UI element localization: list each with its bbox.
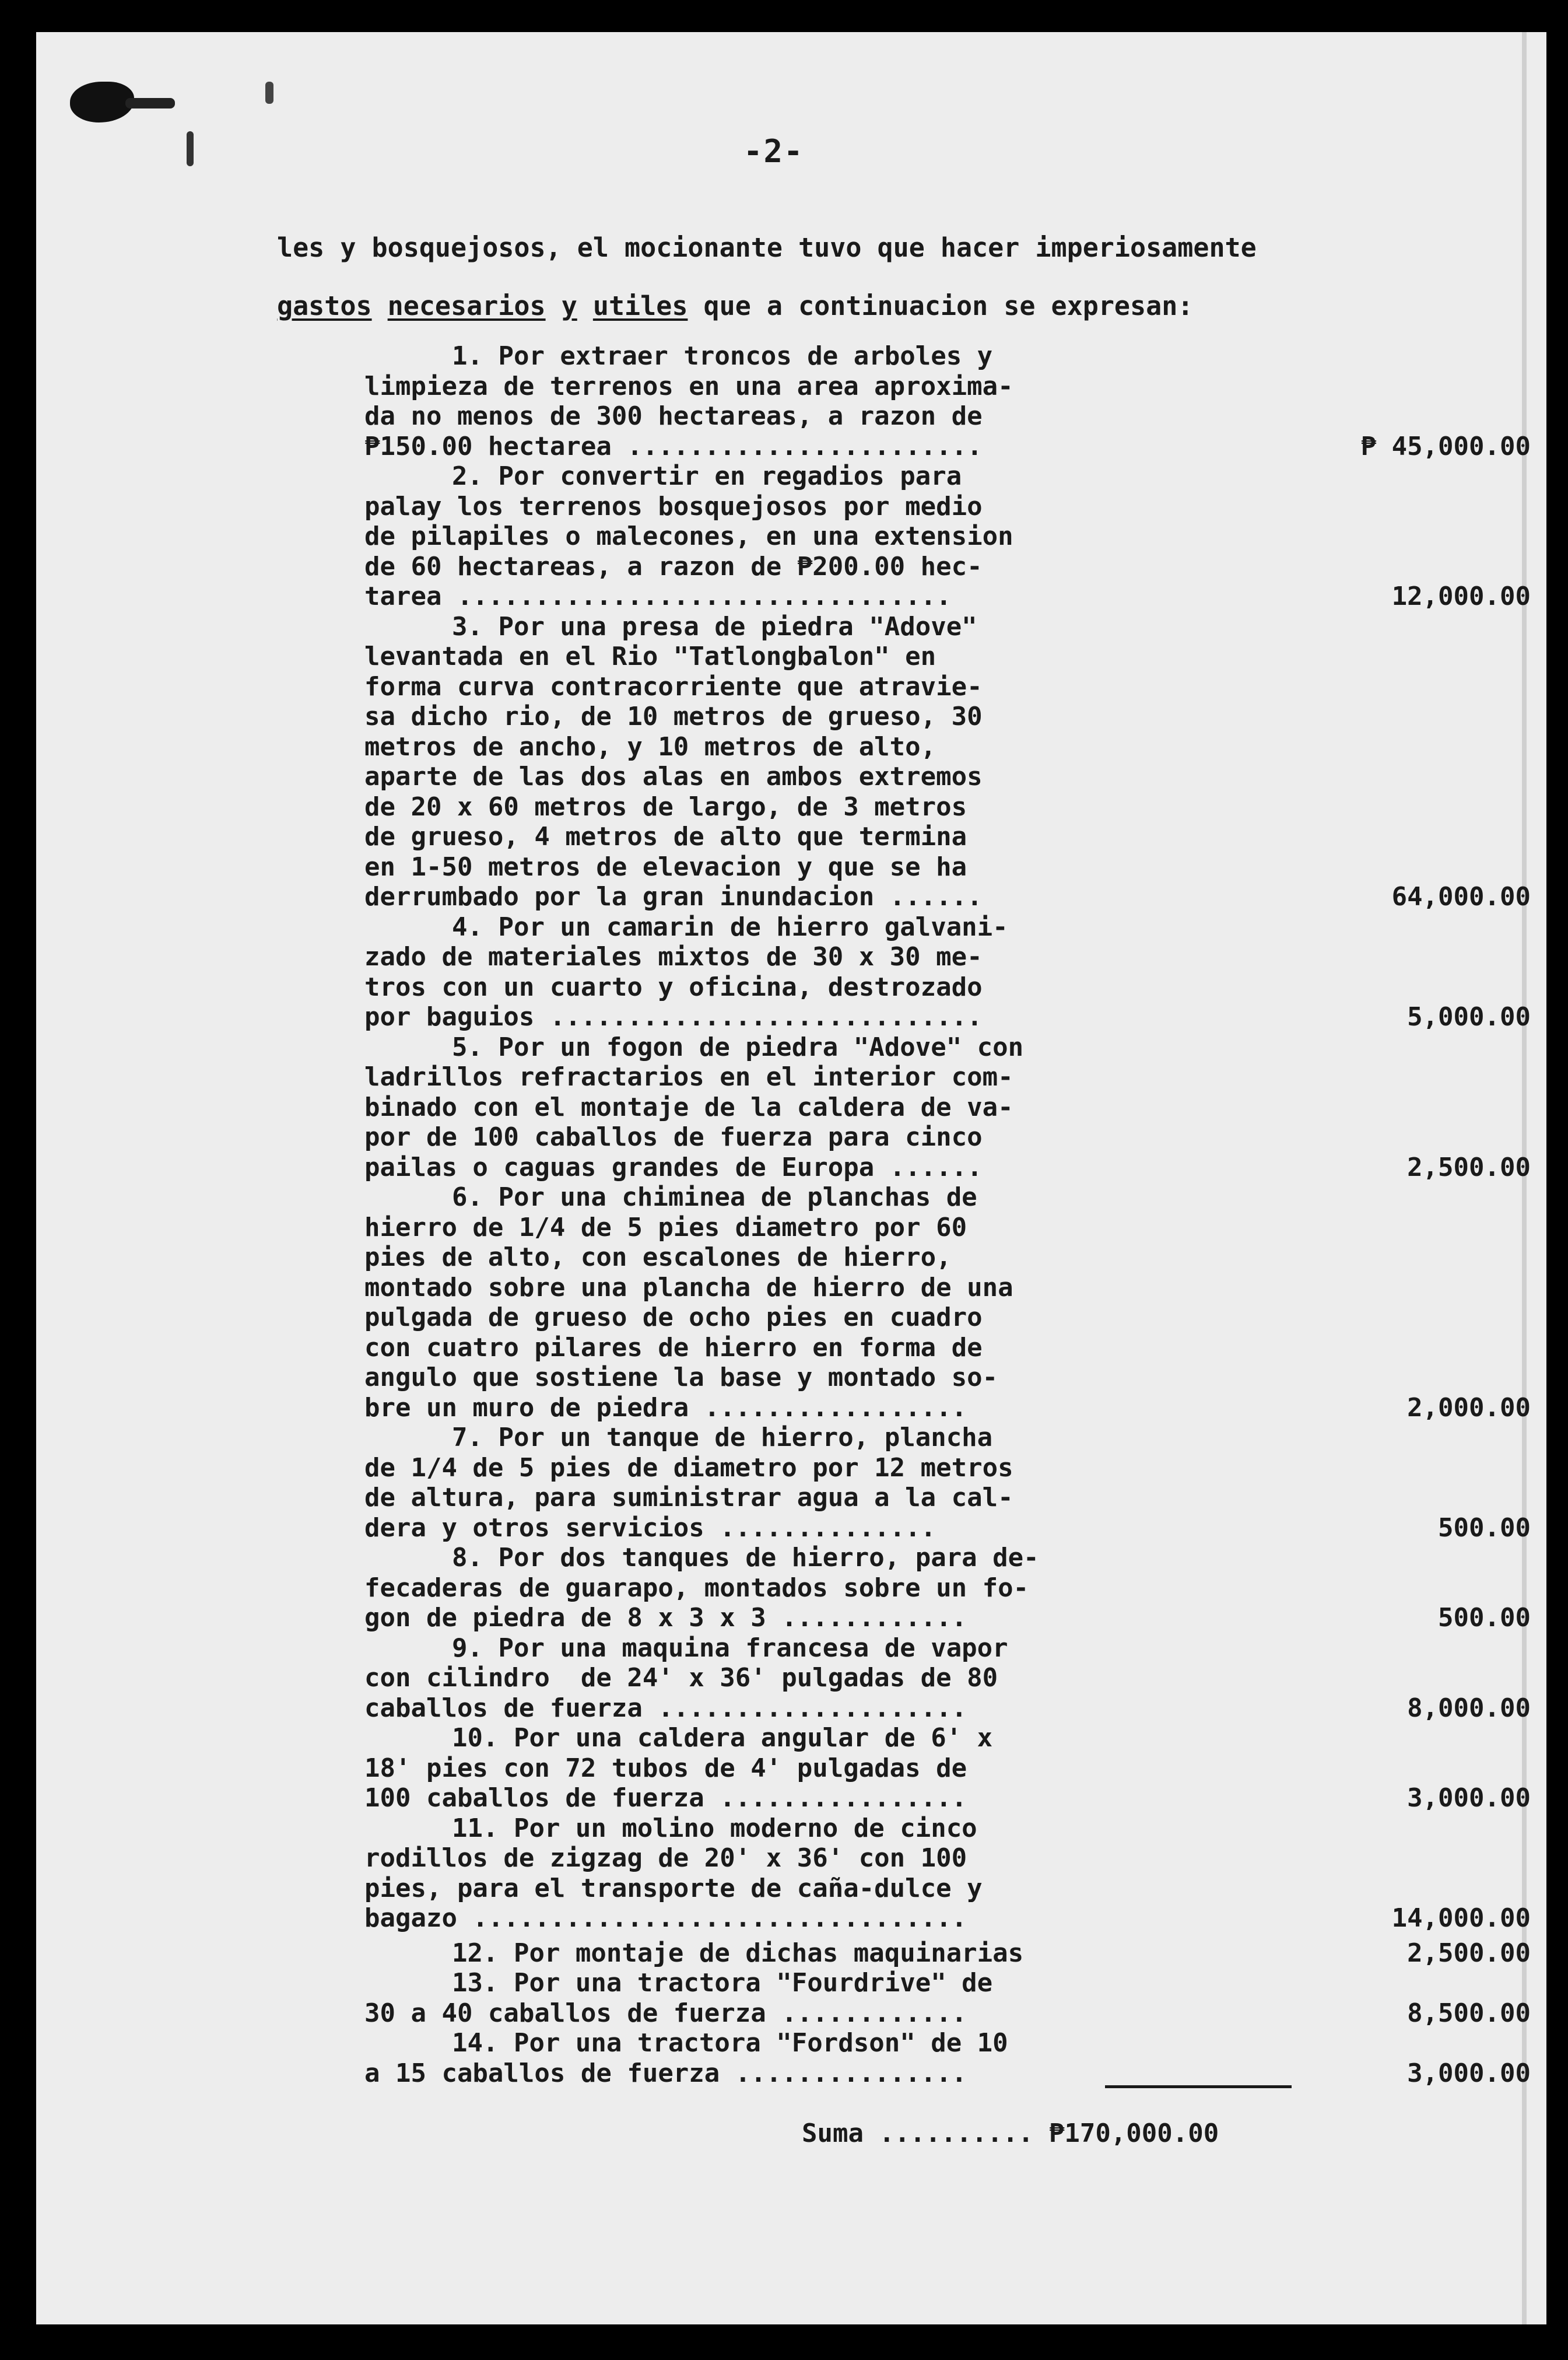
expense-item-line: a 15 caballos de fuerza ............... [364,2058,967,2088]
expense-amount: 8,500.00 [1407,1998,1531,2028]
expense-item-line: bagazo ................................ [364,1903,967,1933]
expense-item-line: 2. Por convertir en regadios para [452,461,962,491]
expense-item-line: en 1-50 metros de elevacion y que se ha [364,852,967,882]
expense-item-line: 10. Por una caldera angular de 6' x [452,1723,993,1753]
expense-item-line: 4. Por un camarin de hierro galvani- [452,912,1008,942]
intro-line-1: les y bosquejosos, el mocionante tuvo que hacer imperiosamente [277,232,1257,263]
expense-item-line: de 20 x 60 metros de largo, de 3 metros [364,792,967,822]
expense-item-line: 5. Por un fogon de piedra "Adove" con [452,1032,1024,1062]
expense-amount: 12,000.00 [1391,582,1531,611]
expense-item-line: hierro de 1/4 de 5 pies diametro por 60 [364,1212,967,1242]
expense-item [364,1968,1531,2028]
expense-amount: 64,000.00 [1391,882,1531,912]
expense-item-line: tarea ................................ [364,582,952,611]
expense-item-line: binado con el montaje de la caldera de va- [364,1092,1013,1122]
expense-item [364,2028,1531,2088]
underlined-word: utiles [592,290,688,321]
expense-item-line: de pilapiles o malecones, en una extension [364,521,1013,551]
expense-amount: 500.00 [1438,1512,1531,1543]
expense-item-line: limpieza de terrenos en una area aproxima- [364,371,1013,401]
expense-item [364,1543,1531,1633]
expense-item-line: caballos de fuerza .................... [364,1693,967,1723]
expense-item [364,1182,1531,1423]
expense-item [364,611,1531,912]
expense-item-line: de 1/4 de 5 pies de diametro por 12 metros [364,1452,1013,1483]
expense-item-line: con cuatro pilares de hierro en forma de [364,1332,983,1363]
expense-item-line: pulgada de grueso de ocho pies en cuadro [364,1302,983,1332]
intro-line-2 [277,277,1437,335]
expense-item-line: pies, para el transporte de caña-dulce y [364,1873,983,1903]
expense-amount: 5,000.00 [1407,1002,1531,1032]
expense-item [364,1723,1531,1813]
total-line [802,2119,1219,2148]
underlined-word: y [561,290,577,321]
total-label: Suma .......... [802,2119,1049,2148]
expense-item-line: sa dicho rio, de 10 metros de grueso, 30 [364,702,983,731]
ink-smudge [125,98,175,108]
expense-item-line: 3. Por una presa de piedra "Adove" [452,611,977,642]
expense-item [364,461,1531,612]
expense-item [364,1032,1531,1183]
intro-line-2-rest: que a continuacion se expresan: [703,290,1194,321]
expense-item-line: angulo que sostiene la base y montado so- [364,1363,998,1392]
ink-smudge [265,82,273,104]
expense-amount: 3,000.00 [1407,2058,1531,2088]
expense-item-line: ladrillos refractarios en el interior com- [364,1062,1013,1092]
expense-item-line: palay los terrenos bosquejosos por medio [364,491,983,521]
expense-amount: 8,000.00 [1407,1693,1531,1723]
expense-item-line: 8. Por dos tanques de hierro, para de- [452,1543,1039,1573]
expense-item-line: fecaderas de guarapo, montados sobre un fo- [364,1573,1029,1603]
expense-item-line: aparte de las dos alas en ambos extremos [364,762,983,792]
expense-item [364,1938,1531,1969]
expense-item-line: gon de piedra de 8 x 3 x 3 ............ [364,1603,967,1633]
intro-paragraph [277,219,1437,335]
expense-amount: 14,000.00 [1391,1903,1531,1933]
expense-item-line: con cilindro de 24' x 36' pulgadas de 80 [364,1663,998,1693]
expense-item [364,1633,1531,1724]
expense-amount: 3,000.00 [1407,1783,1531,1813]
expense-item [364,912,1531,1032]
expense-item-line: de grueso, 4 metros de alto que termina [364,822,967,852]
expense-item-line: montado sobre una plancha de hierro de una [364,1272,1013,1302]
page-number: -2- [743,133,804,170]
expense-amount: 500.00 [1438,1603,1531,1633]
expense-item-line: por baguios ............................ [364,1002,983,1032]
expense-item-line: levantada en el Rio "Tatlongbalon" en [364,642,936,671]
ink-smudge [187,131,194,166]
expense-item-line: 18' pies con 72 tubos de 4' pulgadas de [364,1753,967,1783]
expense-item [364,1813,1531,1934]
expense-item-line: 100 caballos de fuerza ................ [364,1783,967,1813]
expense-item-line: zado de materiales mixtos de 30 x 30 me- [364,942,983,972]
expense-item-line: 9. Por una maquina francesa de vapor [452,1633,1008,1663]
total-rule [1105,2085,1292,2088]
expense-item-line: 13. Por una tractora "Fourdrive" de [452,1968,993,1998]
expense-item-line: 12. Por montaje de dichas maquinarias [452,1938,1024,1968]
expense-list [364,341,1531,2088]
expense-item-line: ₱150.00 hectarea ....................... [364,431,983,461]
expense-amount: 2,000.00 [1407,1392,1531,1423]
expense-item-line: rodillos de zigzag de 20' x 36' con 100 [364,1843,967,1873]
expense-item [364,341,1531,461]
expense-item-line: por de 100 caballos de fuerza para cinco [364,1122,983,1152]
expense-item-line: pailas o caguas grandes de Europa ...... [364,1152,983,1182]
expense-item-line: de 60 hectareas, a razon de ₱200.00 hec- [364,551,983,582]
expense-item-line: bre un muro de piedra ................. [364,1392,967,1423]
expense-item-line: de altura, para suministrar agua a la cal- [364,1483,1013,1512]
total-amount: ₱170,000.00 [1048,2119,1219,2148]
expense-item [364,1423,1531,1543]
expense-item-line: tros con un cuarto y oficina, destrozado [364,972,983,1002]
expense-item-line: 7. Por un tanque de hierro, plancha [452,1423,993,1452]
expense-item-line: pies de alto, con escalones de hierro, [364,1242,952,1272]
expense-item-line: da no menos de 300 hectareas, a razon de [364,401,983,431]
expense-amount: ₱ 45,000.00 [1360,431,1531,461]
expense-item-line: forma curva contracorriente que atravie- [364,671,983,702]
expense-item-line: derrumbado por la gran inundacion ...... [364,882,983,912]
expense-item-line: 30 a 40 caballos de fuerza ............ [364,1998,967,2028]
expense-item-line: 14. Por una tractora "Fordson" de 10 [452,2028,1008,2058]
underlined-word: gastos [277,290,372,321]
expense-item-line: 1. Por extraer troncos de arboles y [452,341,993,371]
expense-amount: 2,500.00 [1407,1152,1531,1182]
expense-item-line: metros de ancho, y 10 metros de alto, [364,731,936,762]
expense-item-line: dera y otros servicios .............. [364,1512,936,1543]
expense-item-line: 6. Por una chiminea de planchas de [452,1182,977,1212]
expense-item-line: 11. Por un molino moderno de cinco [452,1813,977,1843]
expense-amount: 2,500.00 [1407,1938,1531,1968]
underlined-word: necesarios [387,290,546,321]
